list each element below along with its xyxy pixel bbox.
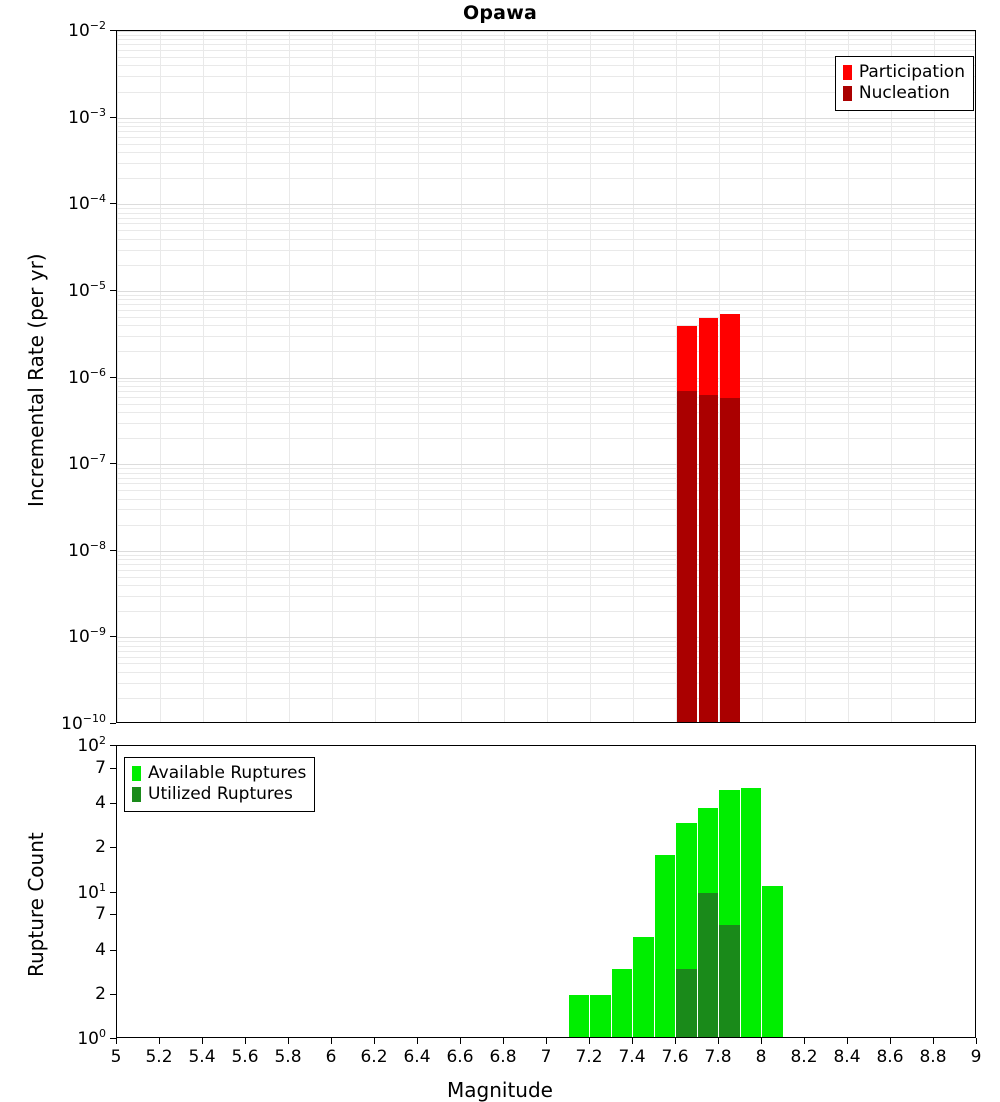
- gridline-horizontal: [117, 291, 975, 292]
- gridline-vertical: [117, 31, 118, 722]
- gridline-horizontal: [117, 230, 975, 231]
- gridline-horizontal: [117, 351, 975, 352]
- gridline-vertical: [547, 31, 548, 722]
- gridline-horizontal: [117, 131, 975, 132]
- gridline-horizontal: [117, 564, 975, 565]
- y-tick: [110, 117, 116, 118]
- y-tick: [110, 950, 116, 951]
- gridline-vertical: [590, 31, 591, 722]
- y-tick: [110, 745, 116, 746]
- y-tick: [110, 892, 116, 893]
- gridline-vertical: [805, 31, 806, 722]
- x-tick-label: 6.4: [403, 1047, 431, 1067]
- gridline-horizontal: [117, 213, 975, 214]
- gridline-horizontal: [117, 478, 975, 479]
- x-tick: [933, 1038, 934, 1044]
- y-tick-label: $10^{-2}$: [68, 19, 106, 41]
- gridline-horizontal: [117, 473, 975, 474]
- gridline-horizontal: [117, 386, 975, 387]
- x-tick: [331, 1038, 332, 1044]
- x-tick-label: 9: [970, 1047, 982, 1067]
- gridline-vertical: [332, 31, 333, 722]
- x-tick-label: 6.2: [360, 1047, 388, 1067]
- bar-available-ruptures: [633, 937, 654, 1038]
- y-tick-label: $10^{-4}$: [68, 192, 106, 215]
- gridline-horizontal: [117, 265, 975, 266]
- x-tick-label: 8.4: [833, 1047, 861, 1067]
- y-axis-title-bottom: Rupture Count: [24, 831, 48, 977]
- gridline-horizontal: [117, 646, 975, 647]
- gridline-horizontal: [117, 310, 975, 311]
- gridline-vertical: [375, 31, 376, 722]
- y-tick-label: $10^1$: [77, 880, 106, 903]
- incremental-rate-plot: [116, 30, 976, 723]
- gridline-horizontal: [117, 423, 975, 424]
- gridline-horizontal: [117, 490, 975, 491]
- gridline-horizontal: [117, 317, 975, 318]
- x-tick: [890, 1038, 891, 1044]
- x-tick: [718, 1038, 719, 1044]
- gridline-vertical: [762, 31, 763, 722]
- gridline-horizontal: [117, 250, 975, 251]
- x-tick-label: 6: [325, 1047, 337, 1067]
- y-tick-label: $10^{-9}$: [68, 625, 106, 648]
- y-tick-label: $10^0$: [77, 1027, 106, 1049]
- legend-label: Available Ruptures: [148, 763, 307, 783]
- gridline-horizontal: [117, 50, 975, 51]
- y-tick-label: 4: [95, 939, 106, 960]
- gridline-horizontal: [117, 641, 975, 642]
- x-tick-label: 8.8: [919, 1047, 947, 1067]
- y-tick-label: $10^{-7}$: [68, 452, 106, 474]
- gridline-horizontal: [117, 468, 975, 469]
- y-tick-label: $10^{-5}$: [68, 279, 106, 301]
- gridline-horizontal: [117, 657, 975, 658]
- y-tick: [110, 994, 116, 995]
- x-tick: [116, 1038, 117, 1044]
- legend-incremental-rate: [835, 56, 974, 111]
- gridline-vertical: [461, 31, 462, 722]
- gridline-horizontal: [117, 44, 975, 45]
- gridline-horizontal: [117, 651, 975, 652]
- y-tick-label: $10^{-3}$: [68, 105, 106, 128]
- gridline-horizontal: [117, 118, 975, 119]
- bar-utilized-ruptures: [719, 925, 740, 1038]
- gridline-horizontal: [117, 204, 975, 205]
- legend-label: Utilized Ruptures: [148, 784, 293, 804]
- x-tick-label: 6.6: [446, 1047, 474, 1067]
- gridline-horizontal: [117, 325, 975, 326]
- gridline-horizontal: [117, 499, 975, 500]
- legend-rupture-count: [124, 757, 315, 812]
- gridline-horizontal: [117, 555, 975, 556]
- gridline-horizontal: [117, 611, 975, 612]
- y-tick: [110, 290, 116, 291]
- x-tick: [159, 1038, 160, 1044]
- bar-available-ruptures: [655, 855, 676, 1038]
- gridline-horizontal: [117, 122, 975, 123]
- gridline-horizontal: [117, 683, 975, 684]
- gridline-horizontal: [117, 35, 975, 36]
- y-tick-label: 7: [95, 757, 106, 778]
- y-tick-label: $10^{-6}$: [68, 365, 106, 388]
- gridline-horizontal: [117, 559, 975, 560]
- gridline-vertical: [633, 31, 634, 722]
- x-tick-label: 5.2: [145, 1047, 173, 1067]
- y-tick-label: $10^2$: [77, 734, 106, 756]
- gridline-horizontal: [117, 412, 975, 413]
- gridline-horizontal: [117, 596, 975, 597]
- bar-available-ruptures: [569, 995, 590, 1038]
- x-tick-label: 7.6: [661, 1047, 689, 1067]
- bar-available-ruptures: [612, 969, 633, 1038]
- gridline-horizontal: [117, 404, 975, 405]
- x-tick: [460, 1038, 461, 1044]
- y-tick: [110, 377, 116, 378]
- gridline-horizontal: [117, 391, 975, 392]
- gridline-vertical: [160, 31, 161, 722]
- gridline-vertical: [418, 31, 419, 722]
- bar-available-ruptures: [741, 788, 762, 1038]
- gridline-vertical: [203, 31, 204, 722]
- x-tick: [675, 1038, 676, 1044]
- gridline-horizontal: [117, 137, 975, 138]
- x-tick-label: 7: [540, 1047, 552, 1067]
- gridline-vertical: [934, 31, 935, 722]
- gridline-vertical: [246, 31, 247, 722]
- x-tick-label: 7.4: [618, 1047, 646, 1067]
- x-tick-label: 6.8: [489, 1047, 517, 1067]
- y-tick-label: $10^{-10}$: [61, 712, 106, 734]
- x-tick-label: 5: [110, 1047, 122, 1067]
- bar-available-ruptures: [762, 886, 783, 1038]
- gridline-horizontal: [117, 126, 975, 127]
- x-tick: [503, 1038, 504, 1044]
- x-tick: [632, 1038, 633, 1044]
- x-tick: [288, 1038, 289, 1044]
- x-axis-title: Magnitude: [447, 1078, 553, 1102]
- bar-available-ruptures: [590, 995, 611, 1038]
- legend-item: [132, 784, 306, 805]
- gridline-horizontal: [117, 163, 975, 164]
- legend-item: [843, 62, 965, 83]
- x-tick: [589, 1038, 590, 1044]
- gridline-horizontal: [117, 698, 975, 699]
- y-tick: [110, 203, 116, 204]
- x-tick: [374, 1038, 375, 1044]
- legend-label: Nucleation: [858, 83, 950, 103]
- gridline-horizontal: [117, 585, 975, 586]
- x-tick-label: 5.6: [231, 1047, 259, 1067]
- x-tick: [976, 1038, 977, 1044]
- y-tick: [110, 723, 116, 724]
- y-tick: [110, 30, 116, 31]
- gridline-horizontal: [117, 295, 975, 296]
- x-tick-label: 7.2: [575, 1047, 603, 1067]
- gridline-horizontal: [117, 570, 975, 571]
- bar-nucleation: [677, 391, 697, 723]
- y-tick-label: 2: [95, 837, 106, 858]
- bar-utilized-ruptures: [676, 969, 697, 1038]
- y-tick: [110, 847, 116, 848]
- gridline-horizontal: [117, 152, 975, 153]
- gridline-horizontal: [117, 299, 975, 300]
- x-tick-label: 8.2: [790, 1047, 818, 1067]
- y-tick-label: 2: [95, 983, 106, 1004]
- x-tick: [804, 1038, 805, 1044]
- gridline-vertical: [289, 31, 290, 722]
- gridline-horizontal: [117, 672, 975, 673]
- x-tick: [761, 1038, 762, 1044]
- gridline-horizontal: [117, 31, 975, 32]
- gridline-horizontal: [117, 577, 975, 578]
- legend-label: Participation: [858, 62, 965, 82]
- y-tick-label: $10^{-8}$: [68, 538, 106, 561]
- legend-item: [843, 83, 965, 104]
- y-tick-label: 7: [95, 904, 106, 925]
- gridline-vertical: [848, 31, 849, 722]
- gridline-horizontal: [117, 483, 975, 484]
- gridline-horizontal: [117, 178, 975, 179]
- legend-swatch-icon: [843, 86, 852, 101]
- y-tick: [110, 914, 116, 915]
- gridline-horizontal: [117, 525, 975, 526]
- y-tick: [110, 636, 116, 637]
- gridline-horizontal: [117, 663, 975, 664]
- gridline-horizontal: [117, 397, 975, 398]
- gridline-horizontal: [117, 381, 975, 382]
- gridline-vertical: [891, 31, 892, 722]
- x-tick: [245, 1038, 246, 1044]
- gridline-horizontal: [117, 438, 975, 439]
- legend-swatch-icon: [843, 65, 852, 80]
- x-tick: [202, 1038, 203, 1044]
- gridline-horizontal: [117, 464, 975, 465]
- x-tick-label: 8: [755, 1047, 767, 1067]
- legend-swatch-icon: [132, 787, 141, 802]
- bar-nucleation: [720, 398, 740, 723]
- x-tick-label: 5.4: [188, 1047, 216, 1067]
- gridline-horizontal: [117, 336, 975, 337]
- y-tick-label: 4: [95, 793, 106, 814]
- y-tick: [110, 803, 116, 804]
- gridline-horizontal: [117, 551, 975, 552]
- gridline-horizontal: [117, 378, 975, 379]
- y-axis-title-top: Incremental Rate (per yr): [24, 252, 48, 507]
- page-title: Opawa: [463, 2, 537, 24]
- bar-nucleation: [699, 395, 719, 723]
- gridline-horizontal: [117, 208, 975, 209]
- y-tick: [110, 463, 116, 464]
- gridline-horizontal: [117, 637, 975, 638]
- bar-utilized-ruptures: [698, 893, 719, 1039]
- gridline-horizontal: [117, 304, 975, 305]
- x-tick-label: 5.8: [274, 1047, 302, 1067]
- x-tick: [847, 1038, 848, 1044]
- legend-swatch-icon: [132, 766, 141, 781]
- y-tick: [110, 768, 116, 769]
- x-tick: [417, 1038, 418, 1044]
- y-tick: [110, 550, 116, 551]
- gridline-horizontal: [117, 144, 975, 145]
- gridline-horizontal: [117, 218, 975, 219]
- x-tick: [546, 1038, 547, 1044]
- x-tick-label: 7.8: [704, 1047, 732, 1067]
- gridline-horizontal: [117, 223, 975, 224]
- gridline-vertical: [504, 31, 505, 722]
- gridline-horizontal: [117, 239, 975, 240]
- x-tick-label: 8.6: [876, 1047, 904, 1067]
- legend-item: [132, 763, 306, 784]
- gridline-horizontal: [117, 509, 975, 510]
- gridline-horizontal: [117, 39, 975, 40]
